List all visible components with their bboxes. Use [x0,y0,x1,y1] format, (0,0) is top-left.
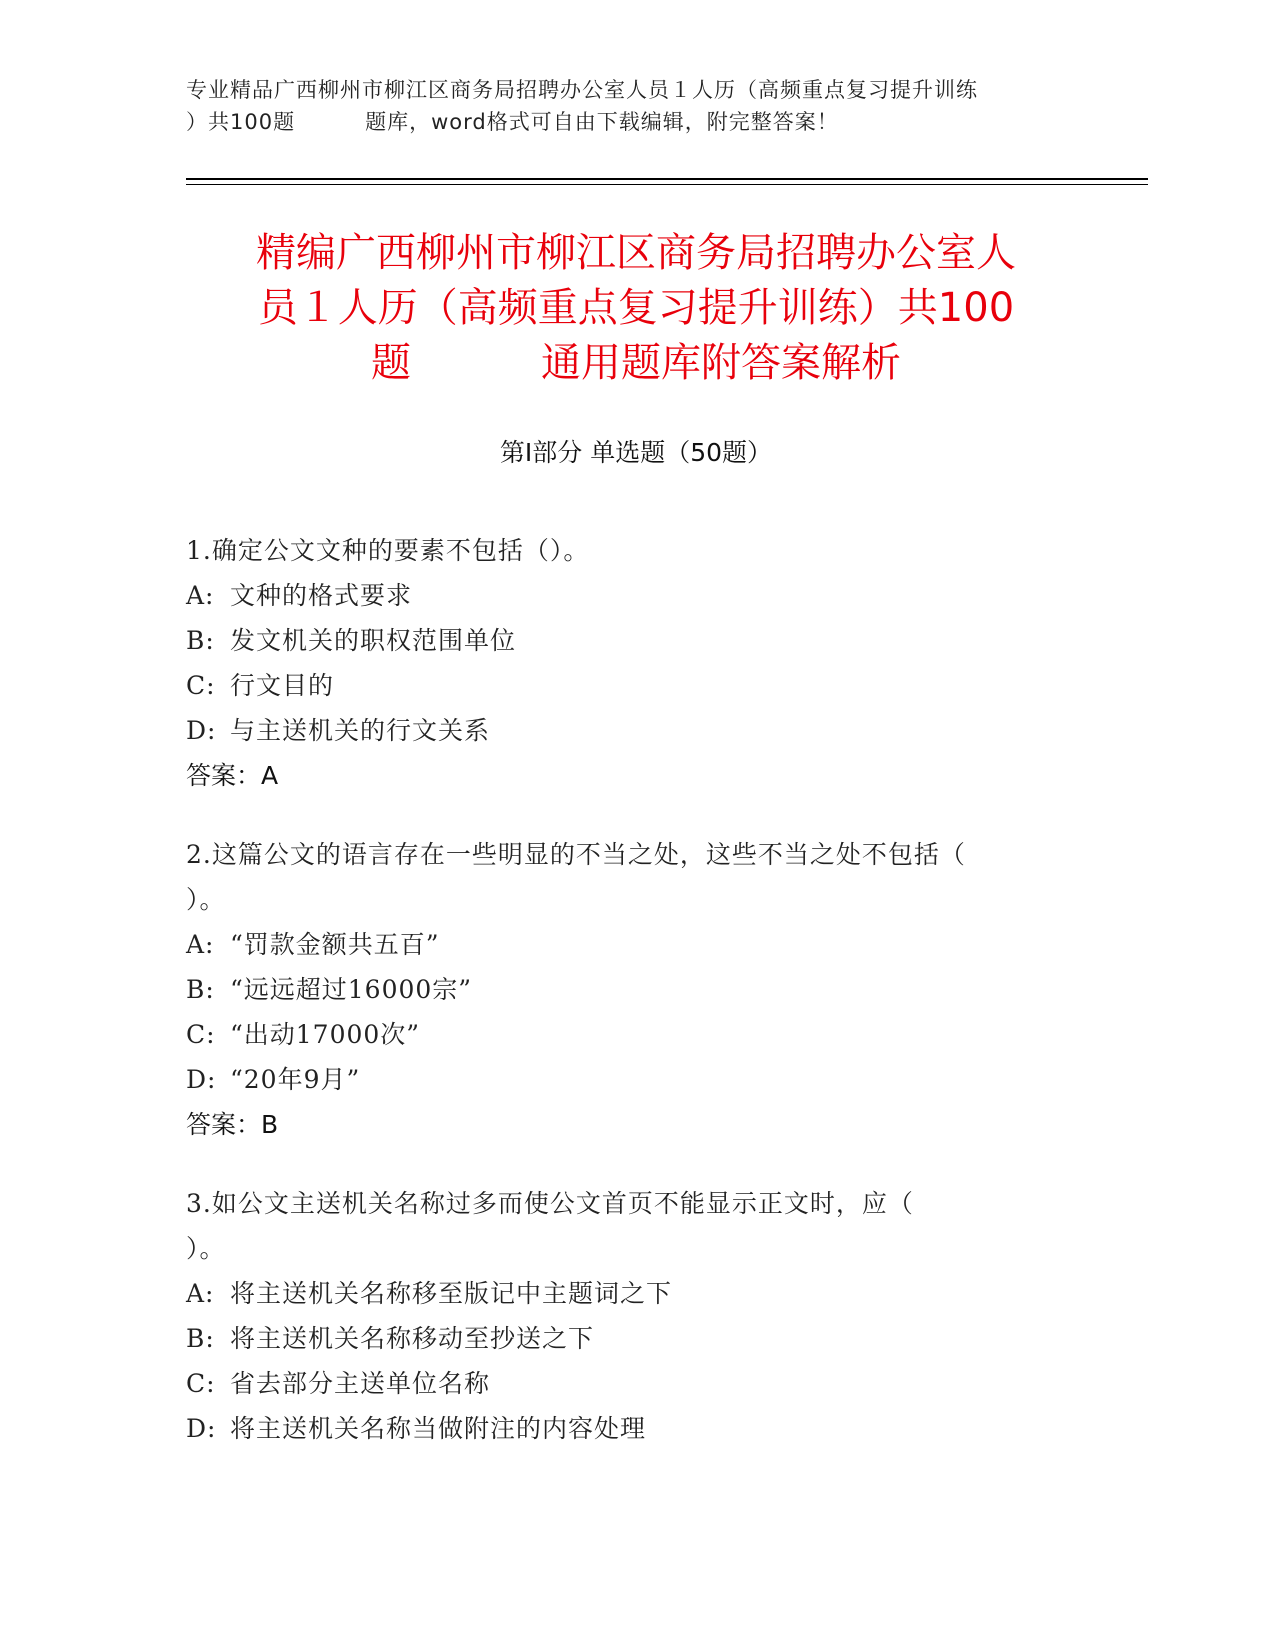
option-key: A: [186,930,215,959]
question-text: 2.这篇公文的语言存在一些明显的不当之处，这些不当之处不包括（ [186,840,966,869]
option-text: “出动17000次” [230,1020,421,1049]
question-3 [186,1181,1086,1451]
title-line-2: 员１人历（高频重点复习提升训练）共100 [257,285,1015,331]
question-list [186,528,1086,1485]
option-key: A: [186,581,215,610]
option-a [186,1271,1086,1316]
document-title [186,226,1086,391]
title-line-1: 精编广西柳州市柳江区商务局招聘办公室人 [256,230,1016,276]
question-text: 3.如公文主送机关名称过多而使公文首页不能显示正文时，应（ [186,1189,914,1218]
header-note-line-2 [186,106,1086,138]
option-c [186,1361,1086,1406]
question-2 [186,832,1086,1147]
option-key: B: [186,626,215,655]
option-b [186,967,1086,1012]
option-key: C: [186,671,216,700]
title-line-3 [186,336,1086,391]
option-b [186,1316,1086,1361]
option-key: B: [186,975,215,1004]
option-text: “20年9月” [230,1065,361,1094]
option-key: D: [186,1065,217,1094]
header-rule-thin [186,184,1148,185]
option-a [186,573,1086,618]
option-d [186,1406,1086,1451]
option-text: 文种的格式要求 [230,581,413,610]
option-c [186,663,1086,708]
question-1 [186,528,1086,798]
question-text-continued: ）。 [186,885,226,914]
header-note-line-2-start: ）共100题 [186,110,296,134]
option-text: 将主送机关名称移动至抄送之下 [230,1324,595,1353]
option-text: “罚款金额共五百” [230,930,440,959]
option-key: B: [186,1324,215,1353]
header-rule-thick [186,178,1148,180]
option-a [186,922,1086,967]
title-line-3-start: 题 [371,340,411,386]
section-title: 第Ⅰ部分 单选题（50题） [499,438,773,467]
option-key: D: [186,1414,217,1443]
question-text-continued: ）。 [186,1234,226,1263]
option-text: “远远超过16000宗” [230,975,473,1004]
option-text: 发文机关的职权范围单位 [230,626,517,655]
answer: 答案：B [186,1110,279,1139]
answer: 答案：A [186,761,279,790]
option-key: A: [186,1279,215,1308]
option-d [186,1057,1086,1102]
question-text: 1.确定公文文种的要素不包括（）。 [186,536,590,565]
option-key: D: [186,716,217,745]
option-text: 行文目的 [230,671,335,700]
option-key: C: [186,1369,216,1398]
option-text: 省去部分主送单位名称 [230,1369,491,1398]
option-c [186,1012,1086,1057]
header-note-line-1: 专业精品广西柳州市柳江区商务局招聘办公室人员１人历（高频重点复习提升训练 [186,78,978,102]
option-text: 将主送机关名称移至版记中主题词之下 [230,1279,673,1308]
option-text: 将主送机关名称当做附注的内容处理 [230,1414,647,1443]
option-text: 与主送机关的行文关系 [230,716,491,745]
header-note-line-2-end: 题库，word格式可自由下载编辑，附完整答案！ [365,110,839,134]
title-line-3-end: 通用题库附答案解析 [541,340,901,386]
option-key: C: [186,1020,216,1049]
option-b [186,618,1086,663]
header-note [186,74,1086,138]
option-d [186,708,1086,753]
